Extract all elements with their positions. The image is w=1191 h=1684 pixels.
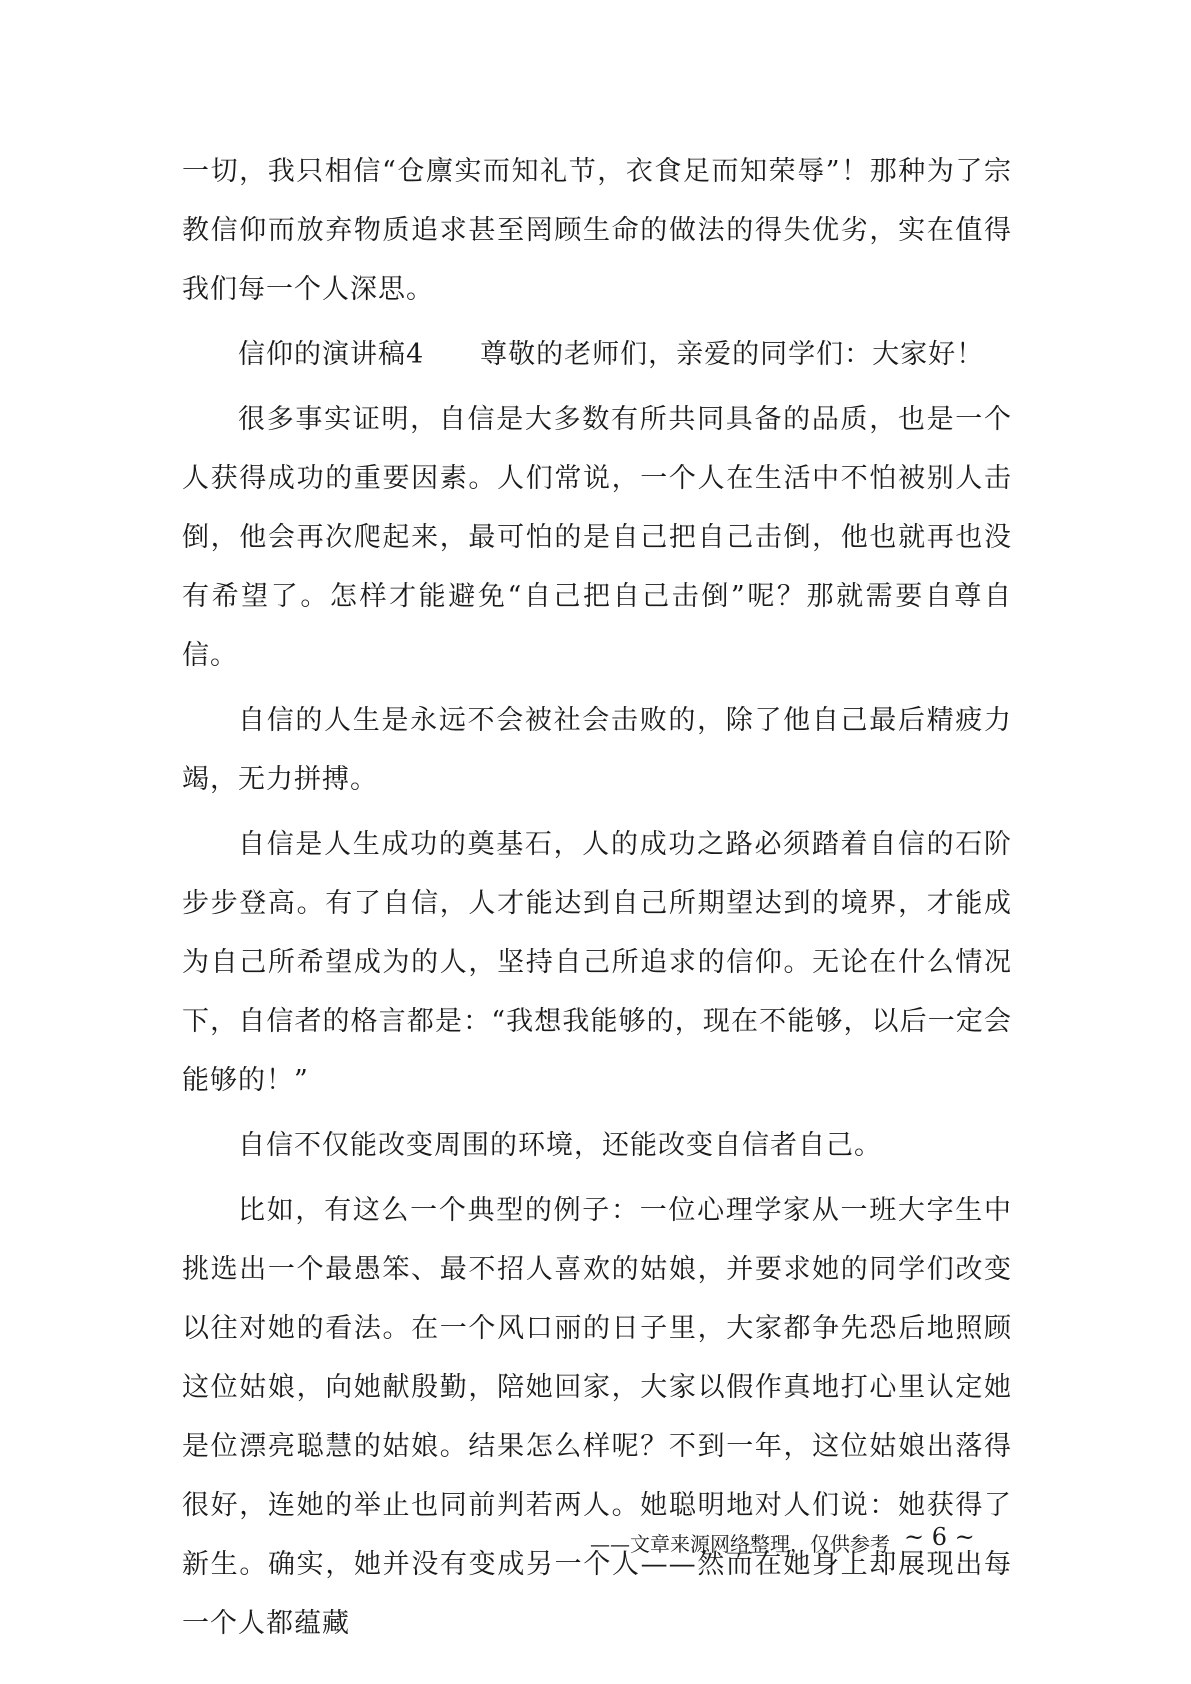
paragraph-heading: 信仰的演讲稿4 尊敬的老师们，亲爱的同学们：大家好！ <box>238 339 985 370</box>
footer-note: ——文章来源网络整理，仅供参考 <box>590 1532 890 1556</box>
page-footer <box>590 1523 975 1557</box>
paragraph: 自信不仅能改变周围的环境，还能改变自信者自己。 <box>238 1130 882 1161</box>
paragraph: 一切，我只相信“仓廪实而知礼节，衣食足而知荣辱”！那种为了宗教信仰而放弃物质追求甚至罔顾生命的做法的得失优劣，实在值得我们每一个人深思。 <box>182 156 1012 305</box>
paragraph: 比如，有这么一个典型的例子：一位心理学家从一班大字生中挑选出一个最愚笨、最不招人喜欢的姑娘，并要求她的同学们改变以往对她的看法。在一个风口丽的日子里，大家都争先恐后地照顾这位姑娘，向她献殷勤，陪她回家，大家以假作真地打心里认定她是位漂亮聪慧的姑娘。结果怎么样呢？不到一年，这位姑娘出落得很好，连她的举止也同前判若两人。她聪明地对人们说：她获得了新生。确实，她并没有变成另一个人——然而在她身上却展现出每一个人都蕴藏 <box>182 1195 1012 1639</box>
page-number: ~ 6 ~ <box>904 1523 975 1551</box>
document-body <box>182 142 1012 1659</box>
paragraph: 很多事实证明，自信是大多数有所共同具备的品质，也是一个人获得成功的重要因素。人们常说，一个人在生活中不怕被别人击倒，他会再次爬起来，最可怕的是自己把自己击倒，他也就再也没有希望了。怎样才能避免“自己把自己击倒”呢？那就需要自尊自信。 <box>182 404 1012 671</box>
paragraph: 自信的人生是永远不会被社会击败的，除了他自己最后精疲力竭，无力拼搏。 <box>182 705 1012 795</box>
paragraph: 自信是人生成功的奠基石，人的成功之路必须踏着自信的石阶步步登高。有了自信，人才能达到自己所期望达到的境界，才能成为自己所希望成为的人，坚持自己所追求的信仰。无论在什么情况下，自信者的格言都是：“我想我能够的，现在不能够，以后一定会能够的！” <box>182 829 1012 1096</box>
